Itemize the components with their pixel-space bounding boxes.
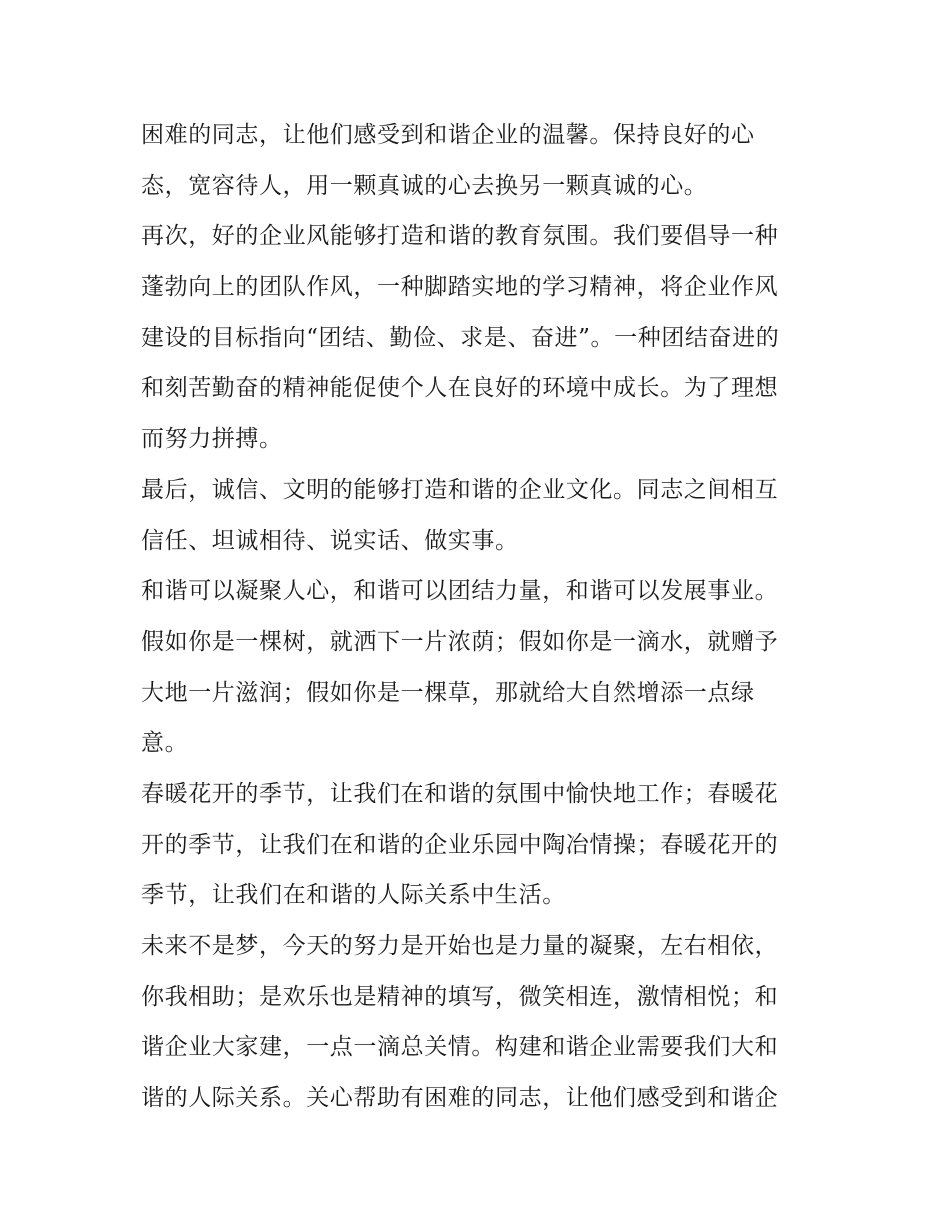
text-line: 态，宽容待人，用一颗真诚的心去换另一颗真诚的心。 [141, 172, 708, 199]
text-line: 意。 [141, 730, 189, 757]
text-line: 而努力拼搏。 [141, 426, 283, 453]
text-line: 和谐可以凝聚人心，和谐可以团结力量，和谐可以发展事业。 [141, 578, 779, 605]
text-line: 春暖花开的季节，让我们在和谐的氛围中愉快地工作；春暖花 [141, 780, 779, 807]
text-line: 最后，诚信、文明的能够打造和谐的企业文化。同志之间相互 [141, 476, 779, 503]
text-line: 建设的目标指向“团结、勤俭、求是、奋进”。一种团结奋进的 [141, 324, 780, 351]
text-line: 你我相助；是欢乐也是精神的填写，微笑相连，激情相悦；和 [141, 983, 779, 1010]
text-line: 蓬勃向上的团队作风，一种脚踏实地的学习精神，将企业作风 [141, 274, 779, 301]
text-line: 大地一片滋润；假如你是一棵草，那就给大自然增添一点绿 [141, 679, 755, 706]
text-line: 未来不是梦，今天的努力是开始也是力量的凝聚，左右相依， [141, 933, 779, 959]
text-line: 和刻苦勤奋的精神能促使个人在良好的环境中成长。为了理想 [141, 375, 779, 402]
text-line: 假如你是一棵树，就洒下一片浓荫；假如你是一滴水，就赠予 [141, 628, 779, 655]
text-line: 困难的同志，让他们感受到和谐企业的温馨。保持良好的心 [141, 122, 755, 148]
text-line: 季节，让我们在和谐的人际关系中生活。 [141, 882, 566, 909]
text-line: 开的季节，让我们在和谐的企业乐园中陶冶情操；春暖花开的 [141, 831, 779, 858]
text-line: 信任、坦诚相待、说实话、做实事。 [141, 527, 519, 554]
document-body [141, 110, 821, 1124]
text-line: 谐的人际关系。关心帮助有困难的同志，让他们感受到和谐企 [141, 1085, 779, 1112]
text-line: 谐企业大家建，一点一滴总关情。构建和谐企业需要我们大和 [141, 1034, 779, 1061]
text-line: 再次，好的企业风能够打造和谐的教育氛围。我们要倡导一种 [141, 223, 779, 250]
